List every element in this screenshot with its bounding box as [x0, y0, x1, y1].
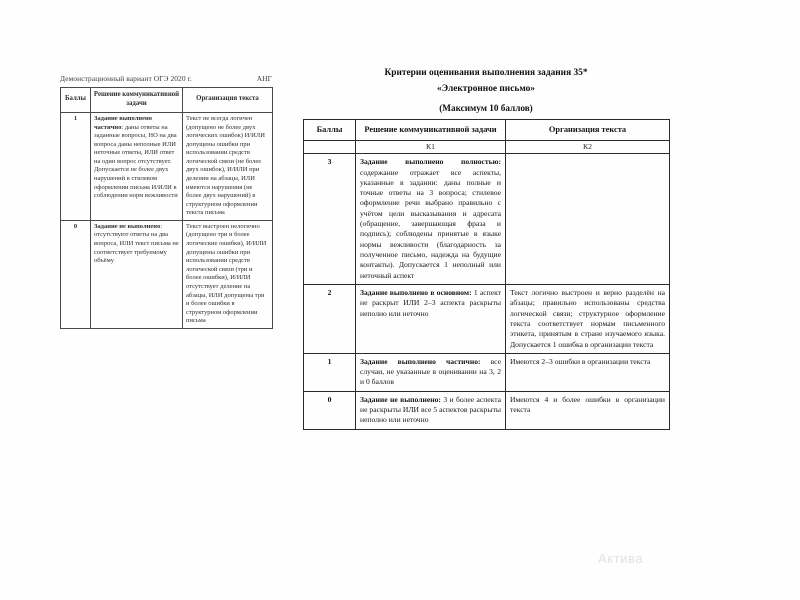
right-row-k1-3-heading: Задание выполнено полностью: — [360, 157, 501, 167]
right-table-code-row — [304, 140, 670, 154]
left-header-subject-code: АНГ — [256, 74, 272, 83]
left-header-variant-label: Демонстрационный вариант ОГЭ 2020 г. — [60, 74, 192, 83]
table-row — [304, 353, 670, 391]
right-row-k2-1: Имеются 2–3 ошибки в организации текста — [506, 353, 670, 391]
criteria-max-points: (Максимум 10 баллов) — [439, 103, 533, 114]
right-code-k1: К1 — [356, 140, 506, 154]
right-row-score-3: 3 — [304, 154, 356, 285]
right-row-k1-2-body: 1 аспект не раскрыт ИЛИ 2–3 аспекта раскрыты неполно или неточно — [360, 287, 501, 318]
left-row-k1-0 — [91, 220, 183, 328]
right-code-blank — [304, 140, 356, 154]
left-col-header-score: Баллы — [61, 88, 91, 113]
left-row-k2-0: Текст выстроен нелогично (допущено три и более логические ошибки), И/ИЛИ допущены ошибки при использовании средств логической связи (три и более ошибки), И/ИЛИ отсутствует деление на абзацы, ИЛИ допущены три и более ошибки в структурном оформлении письма — [183, 220, 273, 328]
left-row-score-0: 0 — [61, 220, 91, 328]
right-document-column — [303, 66, 669, 430]
left-row-k1-0-heading: Задание не выполнено — [94, 222, 161, 230]
left-row-k1-1-body: : даны ответы на заданные вопросы, НО на два вопроса даны неполные ИЛИ неточные ответы, ИЛИ ответ на один вопрос отсутствует. Допускается не более двух нарушений в стилевом оформлении письма И/ИЛИ в соблюдении норм вежливости — [94, 123, 178, 200]
right-table-header-row — [304, 120, 670, 140]
left-table-header-row — [61, 88, 273, 113]
right-row-score-0: 0 — [304, 391, 356, 429]
table-row — [61, 220, 273, 328]
table-row — [304, 391, 670, 429]
left-row-score-1: 1 — [61, 112, 91, 220]
right-row-k1-2 — [356, 284, 506, 353]
right-col-header-k1: Решение коммуникативной задачи — [356, 120, 506, 140]
right-col-header-k2: Организация текста — [506, 120, 670, 140]
left-row-k1-0-body: : отсутствуют ответы на два вопроса, ИЛИ текст письма не соответствует требуемому объёму — [94, 222, 179, 265]
left-criteria-table — [60, 87, 273, 329]
left-document-column — [60, 74, 272, 329]
table-row — [304, 154, 670, 285]
table-row — [304, 284, 670, 353]
criteria-title: Критерии оценивания выполнения задания 35* — [384, 68, 588, 78]
right-row-k1-0 — [356, 391, 506, 429]
table-row — [61, 112, 273, 220]
right-row-k2-3 — [506, 154, 670, 285]
right-row-k1-1-body: все случаи, не указанные в оценивании на 3, 2 и 0 баллов — [360, 356, 501, 387]
right-row-score-1: 1 — [304, 353, 356, 391]
right-col-header-score: Баллы — [304, 120, 356, 140]
left-document-running-head — [60, 74, 272, 83]
right-criteria-table — [303, 119, 670, 430]
scan-artifact-mark: · · — · · — [645, 50, 685, 60]
left-row-k1-1 — [91, 112, 183, 220]
left-row-k2-1: Текст не всегда логичен (допущено не более двух логических ошибок) И/ИЛИ допущены ошибки при использовании средств логической связи (не более двух ошибок), И/ИЛИ при делении на абзацы, ИЛИ имеются нарушения (не более двух нарушений) в структурном оформлении текста письма — [183, 112, 273, 220]
criteria-subtitle: «Электронное письмо» — [437, 84, 535, 95]
left-col-header-k2: Организация текста — [183, 88, 273, 113]
right-row-k2-2: Текст логично выстроен и верно разделён на абзацы; правильно использованы средства логической связи; структурное оформление текста соответствует нормам письменного этикета, принятым в стране изучаемого языка. Допускается 1 ошибка в организации текста — [506, 284, 670, 353]
activation-watermark: Актива — [598, 551, 644, 566]
right-row-score-2: 2 — [304, 284, 356, 353]
right-code-k2: К2 — [506, 140, 670, 154]
left-col-header-k1: Решение коммуникативной задачи — [91, 88, 183, 113]
right-row-k1-2-heading: Задание выполнено в основном: — [360, 287, 472, 297]
right-row-k1-3 — [356, 154, 506, 285]
right-row-k1-0-heading: Задание не выполнено: — [360, 394, 441, 404]
right-row-k1-3-body: содержание отражает все аспекты, указанные в задании: даны полные и точные ответы на 3 вопроса; стилевое оформление речи выбрано правильно с учётом цели высказывания и адресата (обращение, завершающая фраза и подпись); соблюдены принятые в языке нормы вежливости (благодарность за полученное письмо, надежда на будущие контакты). Допускается 1 неполный или неточный аспект — [360, 167, 501, 280]
right-row-k1-1 — [356, 353, 506, 391]
right-row-k1-1-heading: Задание выполнено частично: — [360, 356, 481, 366]
right-row-k2-0: Имеются 4 и более ошибки в организации текста — [506, 391, 670, 429]
left-row-k1-1-heading: Задание выполнено частично — [94, 114, 152, 131]
right-row-k1-0-body: 3 и более аспекта не раскрыты ИЛИ все 5 аспектов раскрыты неполно или неточно — [360, 394, 502, 425]
